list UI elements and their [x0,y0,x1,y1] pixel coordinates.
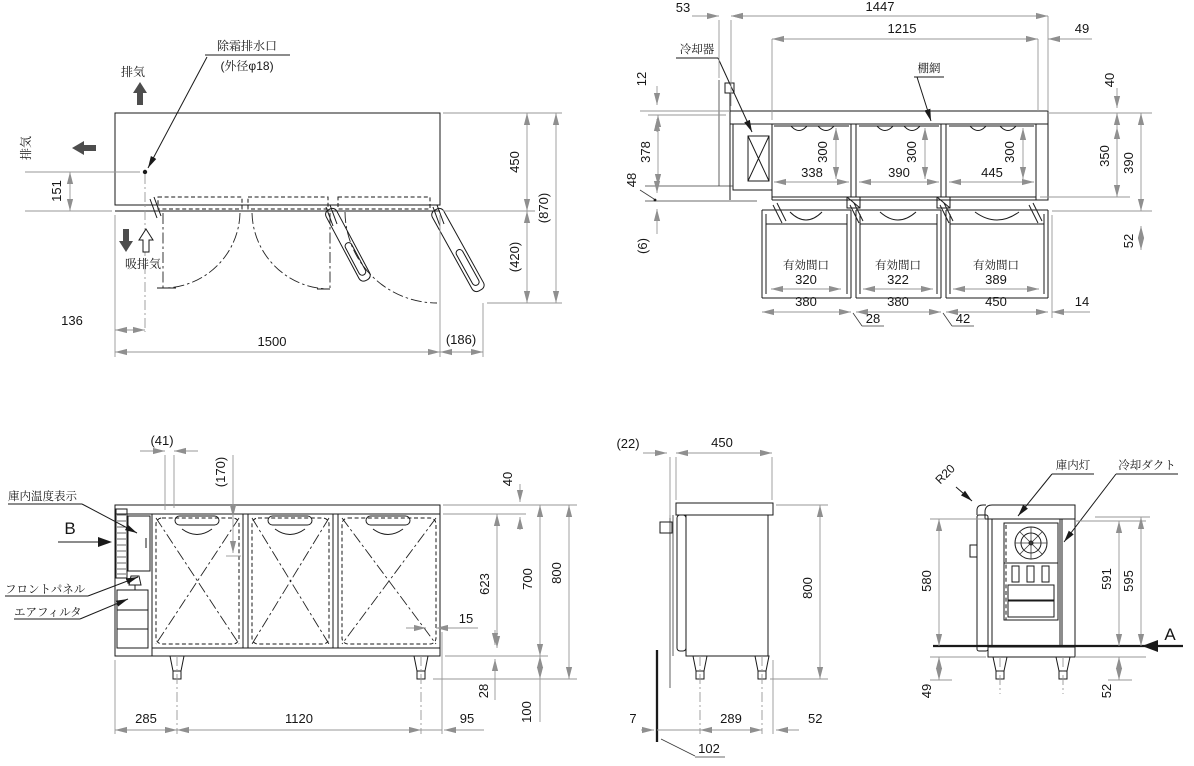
right-section-view [919,458,1183,698]
dim-170: (170) [213,456,228,488]
exhaust-top-label: 排気 [120,65,146,79]
interior-light-label: 庫内灯 [1055,460,1091,472]
rs-top-slab [985,505,1075,519]
front-doors [156,514,436,648]
dim-338: 338 [801,165,823,180]
door-handle [268,516,312,525]
fan-unit [1004,523,1058,563]
front-view [5,433,577,734]
dim-1447: 1447 [865,0,895,14]
dim-285: 285 [135,711,157,726]
dim-49: 49 [1074,21,1090,36]
plan-door-swings [157,207,486,303]
rs-door [977,515,988,651]
temp-display-panel [128,516,150,571]
shelf-net-label: 棚網 [917,63,941,75]
dim-320: 320 [795,272,817,287]
dim-41: (41) [150,433,174,448]
door-handle [366,516,410,525]
dim-52: 52 [1121,233,1136,249]
dim-591: 591 [1099,568,1114,590]
drain-point [143,170,147,174]
dim-1215: 1215 [887,21,917,36]
dim-14: 14 [1074,294,1090,309]
dim-420: (420) [507,241,522,273]
dim-300-2: 300 [904,141,919,163]
view-b-label: B [64,519,76,538]
dim-12: 12 [634,71,649,87]
shelf-profiles [774,126,1034,131]
dim-136: 136 [61,313,83,328]
view-a-label: A [1164,625,1176,644]
dim-700: 700 [520,568,535,590]
cooling-duct-label: 冷却ダクト [1118,460,1176,472]
dim-289: 289 [720,711,742,726]
dim-800s: 800 [800,577,815,599]
dim-42: 42 [955,311,971,326]
dim-450p: 450 [985,294,1007,309]
side-view [616,435,828,757]
exhaust-left-label: 排気 [19,135,33,161]
top-section-view [624,0,1152,326]
dim-450s: 450 [711,435,733,450]
dim-870: (870) [536,192,551,224]
eff-label-1: 有効間口 [783,260,829,272]
side-door [677,515,686,651]
dim-7: 7 [629,711,637,726]
view-a-arrow-icon [1142,640,1158,652]
rs-legs [993,657,1070,694]
evaporator-unit [1004,563,1058,620]
dim-380-2: 380 [887,294,909,309]
dim-380-1: 380 [795,294,817,309]
dim-595: 595 [1121,570,1136,592]
dim-389: 389 [985,272,1007,287]
air-filter-label: エアフィルタ [14,607,82,619]
dim-102: 102 [698,741,720,756]
drain-label: 除霜排水口 [216,39,278,53]
open-door-leaf [430,207,486,294]
open-door-leaf [324,207,372,283]
front-legs [170,656,428,679]
dim-623: 623 [477,573,492,595]
side-top-slab [676,503,773,515]
dim-6: (6) [635,238,650,254]
temp-display-label: 庫内温度表示 [8,491,77,503]
side-body [686,515,768,656]
dim-49r: 49 [919,683,934,699]
dim-53: 53 [675,0,691,15]
dim-450: 450 [507,151,522,173]
intake-down-arrow-icon [119,229,133,252]
dim-378: 378 [638,141,653,163]
exhaust-up-arrow-icon [133,82,147,105]
dim-15: 15 [458,611,474,626]
dim-800f: 800 [549,562,564,584]
panel-latch [129,576,141,585]
dim-100: 100 [519,701,534,723]
dim-350: 350 [1097,145,1112,167]
dim-40f: 40 [500,471,515,487]
plan-cabinet-outline [115,113,440,205]
dim-580: 580 [919,570,934,592]
front-cabinet-outline [115,505,440,656]
dim-300-3: 300 [1002,141,1017,163]
view-b-arrow-icon [98,537,112,547]
cooler-label: 冷却器 [679,44,715,56]
section-right-wall [1036,124,1048,200]
dim-390: 390 [1121,152,1136,174]
dim-28: 28 [865,311,881,326]
exhaust-left-arrow-icon [72,141,96,155]
drain-pipe-fitting [725,83,734,93]
section-top-slab [730,111,1048,124]
dim-300-1: 300 [815,141,830,163]
dim-52s: 52 [808,711,823,726]
dim-322: 322 [887,272,909,287]
dim-52r: 52 [1099,683,1114,699]
intake-exhaust-label: 吸排気 [124,257,162,271]
dim-48: 48 [624,172,639,188]
dim-95: 95 [459,711,475,726]
dim-186: (186) [445,332,477,347]
dim-28f: 28 [476,683,491,699]
rs-back-duct-wall [1062,519,1075,647]
dim-40: 40 [1102,72,1117,88]
louver-grille [116,509,127,578]
dim-1120: 1120 [285,711,313,726]
dim-390c: 390 [888,165,910,180]
r20-label: R20 [932,461,958,487]
dim-1500: 1500 [257,334,287,349]
drain-label-dia: (外径φ18) [220,59,274,73]
front-panel-label: フロントパネル [5,584,86,596]
eff-label-3: 有効間口 [973,260,1019,272]
intake-up-arrow-icon [139,229,153,252]
air-filter-grille [117,590,148,648]
plan-view [18,38,562,357]
dim-151: 151 [49,180,64,202]
eff-label-2: 有効間口 [875,260,921,272]
door-handle [175,516,219,525]
dim-22: (22) [616,436,640,451]
dim-445: 445 [981,165,1003,180]
rs-bottom-slab [988,647,1075,657]
